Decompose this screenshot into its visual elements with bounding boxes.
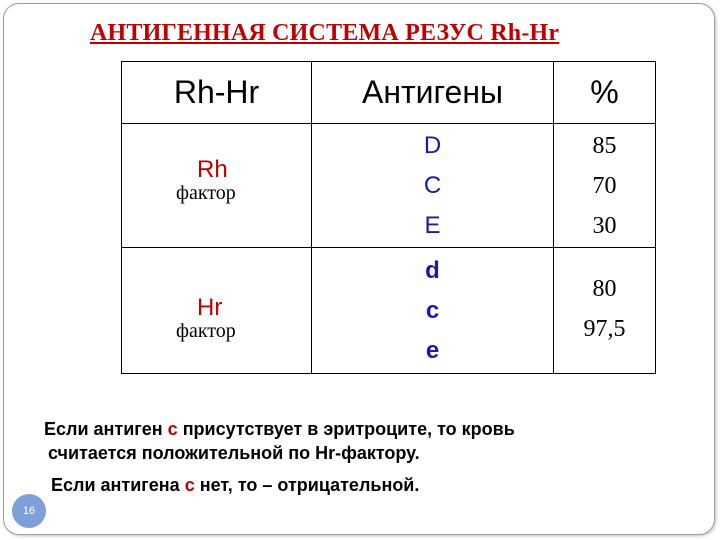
- note-line-3: [51, 475, 419, 496]
- hr-factor-cell: [122, 248, 312, 374]
- percent-D: 85: [592, 132, 617, 159]
- table-row-hr: [122, 248, 656, 374]
- hr-factor-name: Hr: [197, 294, 223, 321]
- antigen-table: [121, 61, 656, 374]
- antigen-e: e: [425, 336, 440, 364]
- table-row-rh: [122, 124, 656, 248]
- percent-c: 80: [592, 275, 617, 302]
- hr-factor-word: фактор: [176, 320, 236, 342]
- hr-antigens-cell: [312, 248, 554, 374]
- percent-E: 30: [592, 212, 617, 239]
- note-line-2: считается положительной по Hr-фактору.: [48, 443, 420, 463]
- rh-factor-name: Rh: [197, 156, 228, 183]
- note-line-3-start: Если антигена: [51, 475, 185, 495]
- note-line-1-start: Если антиген: [44, 419, 168, 439]
- rh-antigens-cell: [312, 124, 554, 248]
- rh-percent-cell: [554, 124, 656, 248]
- table-header-row: [122, 62, 656, 124]
- note-line-1-antigen: с: [167, 419, 178, 439]
- header-percent: %: [554, 62, 656, 124]
- antigen-c: c: [425, 296, 440, 324]
- antigen-D: D: [423, 131, 442, 159]
- percent-C: 70: [592, 172, 617, 199]
- slide-title: АНТИГЕННАЯ СИСТЕМА РЕЗУС Rh-Hr: [90, 20, 560, 46]
- note-line-3-end: нет, то – отрицательной.: [194, 475, 420, 495]
- note-line-1-end: присутствует в эритроците, то кровь: [177, 419, 515, 439]
- antigen-E: E: [424, 211, 441, 239]
- note-line-3-antigen: с: [184, 475, 195, 495]
- antigen-d: d: [425, 256, 440, 284]
- header-rh-hr: Rh-Hr: [122, 62, 312, 124]
- note-line-1: [44, 419, 515, 440]
- header-antigens: Антигены: [312, 62, 554, 124]
- rh-factor-word: фактор: [176, 182, 236, 204]
- hr-percent-cell: [554, 248, 656, 374]
- rh-factor-cell: [122, 124, 312, 248]
- percent-e: 97,5: [583, 315, 626, 342]
- page-number-badge: 16: [12, 494, 46, 528]
- antigen-C: C: [423, 171, 442, 199]
